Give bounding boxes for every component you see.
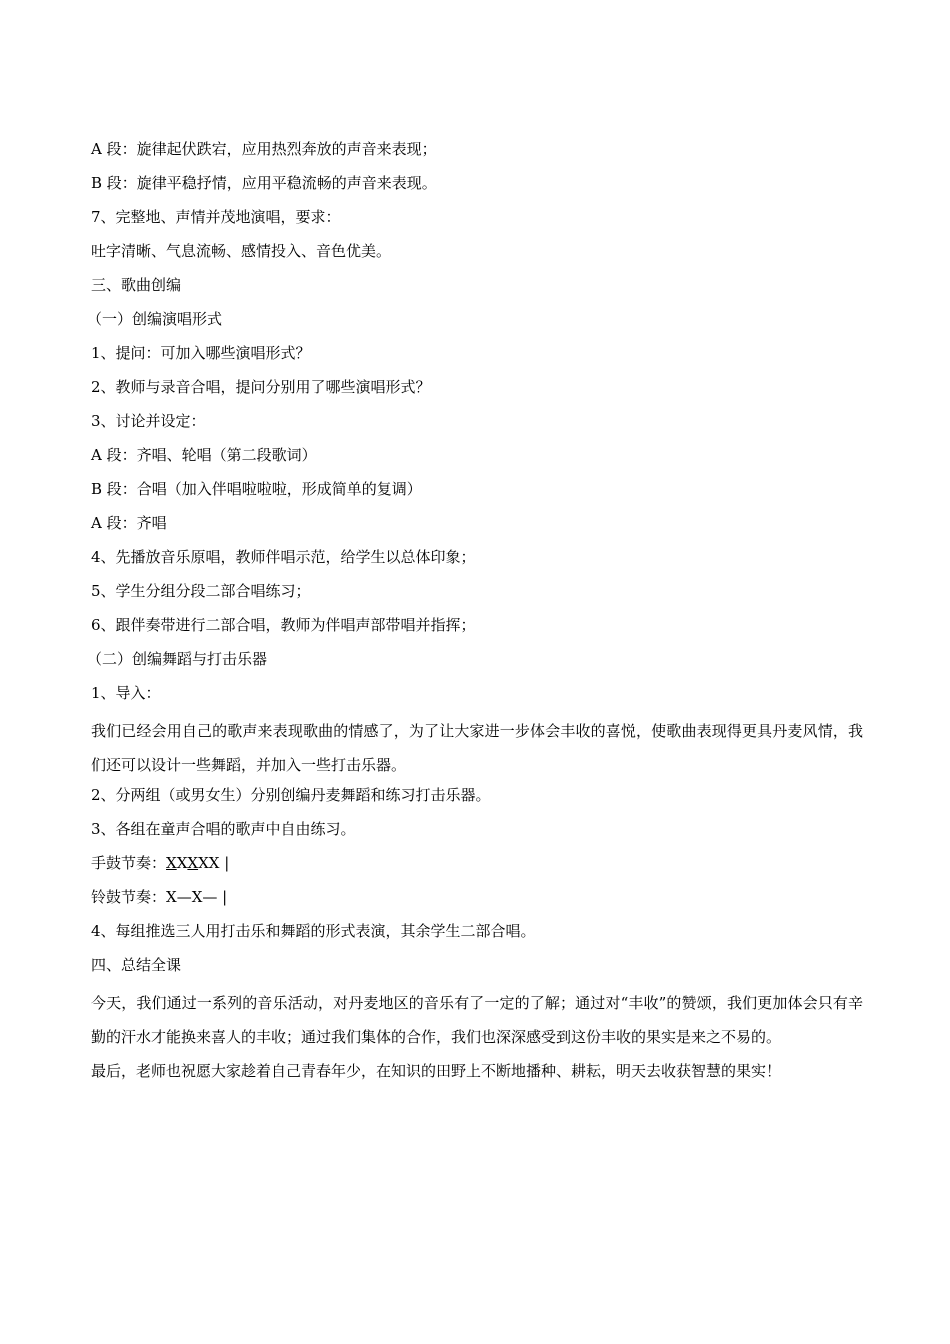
drum-barline: | bbox=[224, 854, 230, 872]
drum-rhythm-label: 手鼓节奏： bbox=[91, 854, 167, 872]
subsection-heading: （一）创编演唱形式 bbox=[87, 310, 223, 328]
text-line: 2、分两组（或男女生）分别创编丹麦舞蹈和练习打击乐器。 bbox=[91, 786, 491, 804]
subsection-heading: （二）创编舞蹈与打击乐器 bbox=[87, 650, 268, 668]
intro-paragraph: 我们已经会用自己的歌声来表现歌曲的情感了，为了让大家进一步体会丰收的喜悦，使歌曲表现得更具丹麦风情，我们还可以设计一些舞蹈，并加入一些打击乐器。 bbox=[91, 722, 863, 774]
text-line: 3、各组在童声合唱的歌声中自由练习。 bbox=[91, 820, 356, 838]
section-heading: 四、总结全课 bbox=[91, 956, 182, 974]
text-line: A 段：齐唱 bbox=[91, 514, 167, 532]
text-line: B 段：旋律平稳抒情，应用平稳流畅的声音来表现。 bbox=[91, 174, 437, 192]
drum-note: X bbox=[176, 854, 188, 872]
text-line: B 段：合唱（加入伴唱啦啦啦，形成简单的复调） bbox=[91, 480, 422, 498]
drum-rhythm-line bbox=[91, 850, 863, 884]
text-line: 7、完整地、声情并茂地演唱，要求： bbox=[91, 208, 341, 226]
text-line: 4、每组推选三人用打击乐和舞蹈的形式表演，其余学生二部合唱。 bbox=[91, 922, 536, 940]
section-heading: 三、歌曲创编 bbox=[91, 276, 182, 294]
text-line: 1、导入： bbox=[91, 684, 161, 702]
drum-note-underlined: X bbox=[166, 854, 177, 872]
text-line: 1、提问：可加入哪些演唱形式？ bbox=[91, 344, 311, 362]
drum-note-underlined: X bbox=[187, 854, 199, 872]
text-line: A 段：齐唱、轮唱（第二段歌词） bbox=[91, 446, 317, 464]
drum-note: XX bbox=[198, 854, 220, 872]
closing-paragraph: 最后，老师也祝愿大家趁着自己青春年少，在知识的田野上不断地播种、耕耘，明天去收获智慧的果实！ bbox=[91, 1062, 782, 1080]
text-line: 吐字清晰、气息流畅、感情投入、音色优美。 bbox=[91, 242, 392, 260]
text-line: 2、教师与录音合唱，提问分别用了哪些演唱形式？ bbox=[91, 378, 431, 396]
bell-rhythm-line bbox=[91, 884, 863, 918]
text-line: 6、跟伴奏带进行二部合唱，教师为伴唱声部带唱并指挥； bbox=[91, 616, 476, 634]
text-line: 4、先播放音乐原唱，教师伴唱示范，给学生以总体印象； bbox=[91, 548, 476, 566]
bell-rhythm: X—X— | bbox=[166, 888, 228, 906]
text-line: 3、讨论并设定： bbox=[91, 412, 206, 430]
bell-rhythm-label: 铃鼓节奏： bbox=[91, 888, 167, 906]
text-line: 5、学生分组分段二部合唱练习； bbox=[91, 582, 311, 600]
summary-paragraph: 今天，我们通过一系列的音乐活动，对丹麦地区的音乐有了一定的了解；通过对“丰收”的赞颂，我们更加体会只有辛勤的汗水才能换来喜人的丰收；通过我们集体的合作，我们也深深感受到这份丰收的果实是来之不易的。 bbox=[91, 994, 863, 1046]
text-line: A 段：旋律起伏跌宕，应用热烈奔放的声音来表现； bbox=[91, 140, 437, 158]
document-body bbox=[87, 136, 863, 1088]
